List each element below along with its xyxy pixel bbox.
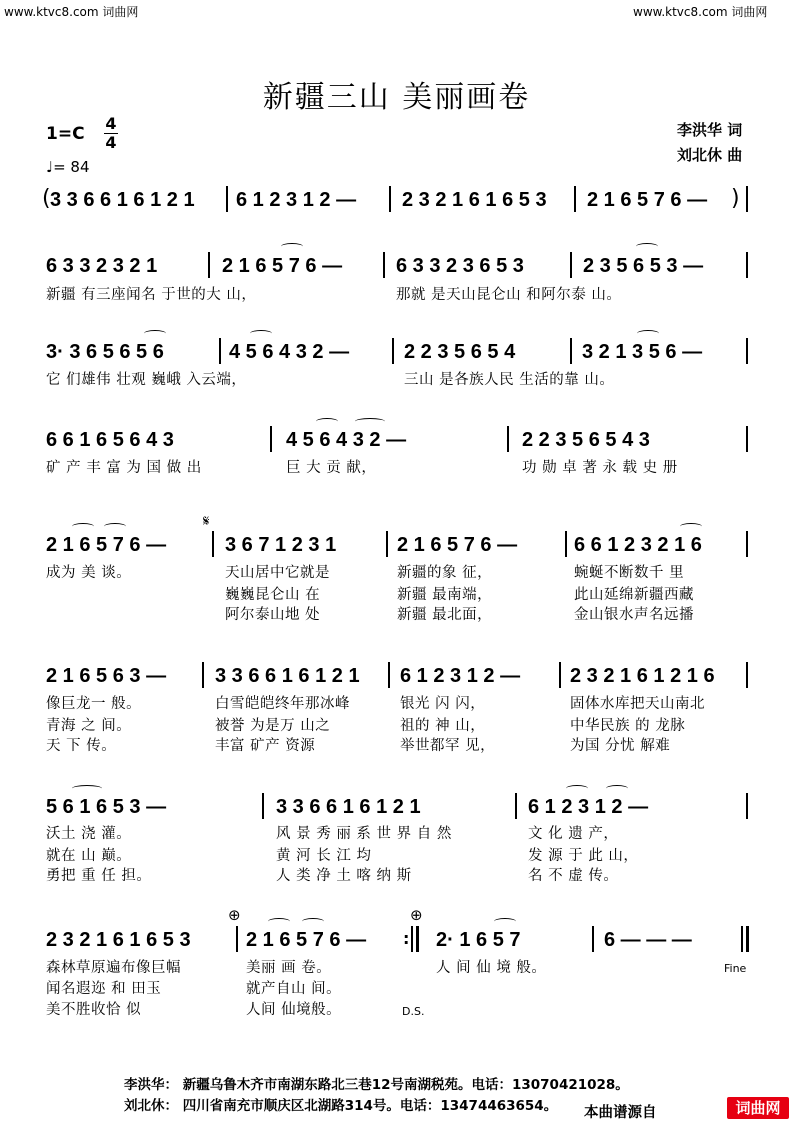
barline bbox=[746, 793, 748, 819]
slur bbox=[250, 330, 272, 337]
lyric-line: 新疆 最北面， bbox=[397, 607, 493, 623]
lyric-line: 举世都罕 见， bbox=[400, 738, 496, 754]
tempo-marking: ♩= 84 bbox=[46, 158, 90, 176]
measure-notes: 6 1 2 3 1 2 — bbox=[236, 189, 357, 211]
lyric-line: 它 们雄伟 壮观 巍峨 入云端， bbox=[46, 372, 247, 388]
lyric-line: 人间 仙境般。 bbox=[246, 1002, 342, 1018]
slur bbox=[268, 918, 290, 925]
lyric-line: 人 间 仙 境 般。 bbox=[436, 960, 547, 976]
composer-credit: 刘北休 曲 bbox=[677, 146, 743, 164]
measure-notes: 3 3 6 6 1 6 1 2 1 bbox=[215, 665, 360, 687]
fine-marking: Fine bbox=[724, 962, 747, 975]
measure-notes: 2 3 2 1 6 1 2 1 6 bbox=[570, 665, 715, 687]
lyric-line: 风 景 秀 丽 系 世 界 自 然 bbox=[276, 826, 452, 842]
lyric-line: 阿尔泰山地 处 bbox=[225, 607, 321, 623]
watermark-left: www.ktvc8.com 词曲网 bbox=[4, 5, 139, 19]
lyric-line: 成为 美 谈。 bbox=[46, 565, 132, 581]
lyric-line: 天 下 传。 bbox=[46, 738, 117, 754]
song-title: 新疆三山 美丽画卷 bbox=[262, 80, 531, 115]
measure-notes: 2 1 6 5 7 6 — bbox=[246, 929, 367, 951]
measure-notes: 3 3 6 6 1 6 1 2 1 bbox=[50, 189, 195, 211]
lyric-line: 中华民族 的 龙脉 bbox=[570, 718, 686, 734]
lyric-line: 勇把 重 任 担。 bbox=[46, 868, 152, 884]
measure-notes: 3 3 6 6 1 6 1 2 1 bbox=[276, 796, 421, 818]
final-barline bbox=[746, 926, 749, 952]
lyricist-credit: 李洪华 词 bbox=[677, 121, 743, 139]
lyric-line: 像巨龙一 般。 bbox=[46, 696, 142, 712]
lyric-line: 发 源 于 此 山， bbox=[528, 848, 639, 864]
barline bbox=[388, 662, 390, 688]
barline bbox=[746, 662, 748, 688]
lyric-line: 就产自山 间。 bbox=[246, 981, 342, 997]
measure-notes: 6 1 2 3 1 2 — bbox=[400, 665, 521, 687]
barline bbox=[746, 186, 748, 212]
measure-notes: 2 3 5 6 5 3 — bbox=[583, 255, 704, 277]
slur bbox=[606, 785, 628, 792]
measure-notes: 2 1 6 5 7 6 — bbox=[587, 189, 708, 211]
barline bbox=[208, 252, 210, 278]
footer-composer-contact: 刘北休： 四川省南充市顺庆区北湖路314号。电话：13474463654。 bbox=[124, 1098, 558, 1114]
segno-sign: 𝄋 bbox=[203, 512, 210, 530]
lyric-line: 祖的 神 山， bbox=[400, 718, 486, 734]
barline bbox=[565, 531, 567, 557]
lyric-line: 美丽 画 卷。 bbox=[246, 960, 332, 976]
measure-notes: 2· 1 6 5 7 bbox=[436, 929, 521, 951]
barline bbox=[507, 426, 509, 452]
barline bbox=[262, 793, 264, 819]
coda-sign: ⊕ bbox=[410, 906, 423, 924]
lyric-line: 白雪皑皑终年那冰峰 bbox=[215, 696, 350, 712]
lyric-line: 三山 是各族人民 生活的靠 山。 bbox=[404, 372, 615, 388]
barline bbox=[570, 252, 572, 278]
lyric-line: 美不胜收恰 似 bbox=[46, 1002, 142, 1018]
lyric-line: 文 化 遗 产， bbox=[528, 826, 619, 842]
intro-close-paren: ) bbox=[731, 186, 740, 211]
lyric-line: 名 不 虚 传。 bbox=[528, 868, 619, 884]
ds-marking: D.S. bbox=[402, 1005, 425, 1018]
slur bbox=[494, 918, 516, 925]
barline bbox=[515, 793, 517, 819]
footer-source: 本曲谱源自 bbox=[584, 1105, 657, 1121]
slur bbox=[355, 418, 385, 425]
lyric-line: 黄 河 长 江 均 bbox=[276, 848, 372, 864]
time-sig-top: 4 bbox=[105, 114, 117, 133]
measure-notes: 6 3 3 2 3 2 1 bbox=[46, 255, 158, 277]
barline bbox=[570, 338, 572, 364]
lyric-line: 新疆 最南端， bbox=[397, 587, 493, 603]
measure-notes: 2 1 6 5 7 6 — bbox=[222, 255, 343, 277]
measure-notes: 2 1 6 5 7 6 — bbox=[397, 534, 518, 556]
barline bbox=[746, 252, 748, 278]
barline bbox=[746, 531, 748, 557]
slur bbox=[680, 523, 702, 530]
lyric-line: 丰富 矿产 资源 bbox=[215, 738, 316, 754]
measure-notes: 2 3 2 1 6 1 6 5 3 bbox=[402, 189, 547, 211]
watermark-right: www.ktvc8.com 词曲网 bbox=[633, 5, 768, 19]
repeat-barline bbox=[411, 926, 413, 952]
lyric-line: 被誉 为是万 山之 bbox=[215, 718, 331, 734]
measure-notes: 6 6 1 6 5 6 4 3 bbox=[46, 429, 174, 451]
measure-notes: 2 1 6 5 7 6 — bbox=[46, 534, 167, 556]
lyric-line: 闻名遐迩 和 田玉 bbox=[46, 981, 162, 997]
lyric-line: 青海 之 间。 bbox=[46, 718, 132, 734]
slur bbox=[316, 418, 338, 425]
barline bbox=[746, 426, 748, 452]
barline bbox=[559, 662, 561, 688]
barline bbox=[212, 531, 214, 557]
lyric-line: 矿 产 丰 富 为 国 做 出 bbox=[46, 460, 202, 476]
lyric-line: 固体水库把天山南北 bbox=[570, 696, 705, 712]
time-signature bbox=[104, 116, 118, 151]
repeat-barline bbox=[416, 926, 419, 952]
lyric-line: 就在 山 巅。 bbox=[46, 848, 132, 864]
footer-lyricist-contact: 李洪华： 新疆乌鲁木齐市南湖东路北三巷12号南湖税苑。电话：13070421028。 bbox=[124, 1077, 629, 1093]
measure-notes: 2 2 3 5 6 5 4 3 bbox=[522, 429, 650, 451]
slur bbox=[281, 243, 303, 250]
barline bbox=[226, 186, 228, 212]
slur bbox=[72, 785, 102, 792]
measure-notes: 2 1 6 5 6 3 — bbox=[46, 665, 167, 687]
lyric-line: 沃土 浇 灌。 bbox=[46, 826, 132, 842]
slur bbox=[566, 785, 588, 792]
barline bbox=[389, 186, 391, 212]
lyric-line: 那就 是天山昆仑山 和阿尔泰 山。 bbox=[396, 287, 622, 303]
lyric-line: 功 勋 卓 著 永 载 史 册 bbox=[522, 460, 678, 476]
measure-notes: 6 3 3 2 3 6 5 3 bbox=[396, 255, 524, 277]
lyric-line: 巨 大 贡 献， bbox=[286, 460, 377, 476]
lyric-line: 为国 分忧 解难 bbox=[570, 738, 671, 754]
lyric-line: 新疆 有三座闻名 于世的大 山， bbox=[46, 287, 257, 303]
barline bbox=[236, 926, 238, 952]
measure-notes: 6 — — — bbox=[604, 929, 692, 951]
slur bbox=[637, 330, 659, 337]
coda-sign: ⊕ bbox=[228, 906, 241, 924]
measure-notes: 3 2 1 3 5 6 — bbox=[582, 341, 703, 363]
lyric-line: 人 类 净 土 喀 纳 斯 bbox=[276, 868, 412, 884]
barline bbox=[574, 186, 576, 212]
slur bbox=[104, 523, 126, 530]
measure-notes: 4 5 6 4 3 2 — bbox=[229, 341, 350, 363]
measure-notes: 6 6 1 2 3 2 1 6 bbox=[574, 534, 702, 556]
slur bbox=[302, 918, 324, 925]
slur bbox=[636, 243, 658, 250]
measure-notes: 3 6 7 1 2 3 1 bbox=[225, 534, 337, 556]
measure-notes: 5 6 1 6 5 3 — bbox=[46, 796, 167, 818]
measure-notes: 2 3 2 1 6 1 6 5 3 bbox=[46, 929, 191, 951]
lyric-line: 天山居中它就是 bbox=[225, 565, 330, 581]
intro-open-paren: ( bbox=[42, 186, 51, 211]
final-barline bbox=[741, 926, 743, 952]
key-signature: 1=C bbox=[46, 124, 85, 144]
lyric-line: 巍巍昆仑山 在 bbox=[225, 587, 321, 603]
time-sig-bottom: 4 bbox=[105, 133, 117, 152]
site-logo: 词曲网 bbox=[727, 1097, 789, 1119]
measure-notes: 6 1 2 3 1 2 — bbox=[528, 796, 649, 818]
barline bbox=[202, 662, 204, 688]
lyric-line: 此山延绵新疆西藏 bbox=[574, 587, 694, 603]
slur bbox=[72, 523, 94, 530]
lyric-line: 金山银水声名远播 bbox=[574, 607, 694, 623]
measure-notes: 3· 3 6 5 6 5 6 bbox=[46, 341, 164, 363]
slur bbox=[144, 330, 166, 337]
barline bbox=[386, 531, 388, 557]
lyric-line: 蜿蜒不断数千 里 bbox=[574, 565, 685, 581]
barline bbox=[592, 926, 594, 952]
barline bbox=[219, 338, 221, 364]
barline bbox=[392, 338, 394, 364]
measure-notes: 2 2 3 5 6 5 4 bbox=[404, 341, 516, 363]
barline bbox=[383, 252, 385, 278]
repeat-dots: : bbox=[403, 929, 410, 948]
barline bbox=[746, 338, 748, 364]
lyric-line: 新疆的象 征， bbox=[397, 565, 493, 581]
measure-notes: 4 5 6 4 3 2 — bbox=[286, 429, 407, 451]
barline bbox=[270, 426, 272, 452]
lyric-line: 森林草原遍布像巨幅 bbox=[46, 960, 181, 976]
lyric-line: 银光 闪 闪， bbox=[400, 696, 486, 712]
